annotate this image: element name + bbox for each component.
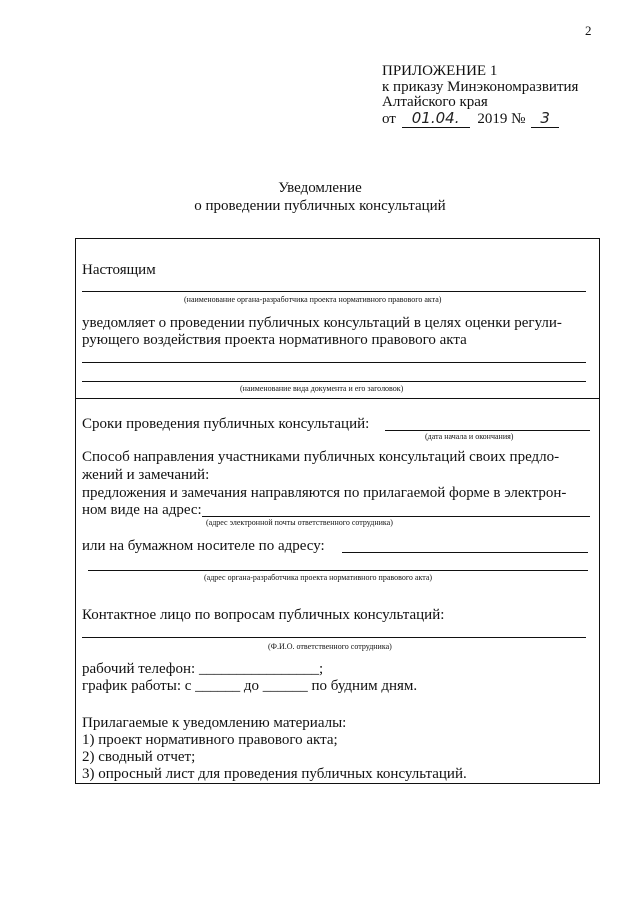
order-number-handwritten: 3 (531, 110, 559, 128)
materials-title: Прилагаемые к уведомлению материалы: (82, 715, 347, 731)
phone-label: рабочий телефон: ________________; (82, 661, 324, 677)
email-note: (адрес электронной почты ответственного сотрудника) (206, 518, 393, 527)
material-item: 2) сводный отчет; (82, 749, 196, 765)
from-label: от (382, 111, 396, 127)
terms-line[interactable] (385, 430, 590, 431)
order-reference: к приказу Минэкономразвития (382, 79, 579, 95)
doc-name-note: (наименование вида документа и его заголовок) (240, 384, 404, 393)
method-line2: жений и замечаний: (82, 467, 210, 483)
method-line4: ном виде на адрес: (82, 502, 202, 518)
material-item: 3) опросный лист для проведения публичных консультаций. (82, 766, 467, 782)
order-date-line (382, 110, 559, 128)
address-note: (адрес органа-разработчика проекта нормативного правового акта) (204, 573, 433, 582)
contact-label: Контактное лицо по вопросам публичных консультаций: (82, 607, 445, 623)
intro-text: Настоящим (82, 262, 156, 278)
developer-name-note: (наименование органа-разработчика проекта нормативного правового акта) (184, 295, 442, 304)
order-date-handwritten: 01.04. (402, 110, 470, 128)
page-number: 2 (585, 23, 592, 38)
schedule-label: график работы: с ______ до ______ по будним дням. (82, 678, 418, 694)
doc-name-line-2[interactable] (82, 381, 586, 382)
order-year-label: 2019 № (477, 111, 526, 127)
notify-text-line2: рующего воздействия проекта нормативного правового акта (82, 332, 467, 348)
region-name: Алтайского края (382, 94, 488, 110)
doc-name-line-1[interactable] (82, 362, 586, 363)
address-line-1[interactable] (342, 552, 588, 553)
email-line[interactable] (202, 516, 590, 517)
developer-name-line[interactable] (82, 291, 586, 292)
terms-label: Сроки проведения публичных консультаций: (82, 416, 370, 432)
method-line1: Способ направления участниками публичных консультаций своих предло- (82, 449, 560, 465)
address-line-2[interactable] (88, 570, 588, 571)
appendix-title: ПРИЛОЖЕНИЕ 1 (382, 63, 498, 79)
notice-title: Уведомление (278, 180, 362, 196)
contact-line[interactable] (82, 637, 586, 638)
contact-note: (Ф.И.О. ответственного сотрудника) (268, 642, 392, 651)
method-line3: предложения и замечания направляются по прилагаемой форме в электрон- (82, 485, 567, 501)
notify-text-line1: уведомляет о проведении публичных консультаций в целях оценки регули- (82, 315, 562, 331)
form-divider (75, 398, 600, 399)
material-item: 1) проект нормативного правового акта; (82, 732, 338, 748)
paper-label: или на бумажном носителе по адресу: (82, 538, 325, 554)
terms-note: (дата начала и окончания) (425, 432, 514, 441)
notice-subtitle: о проведении публичных консультаций (194, 198, 446, 214)
